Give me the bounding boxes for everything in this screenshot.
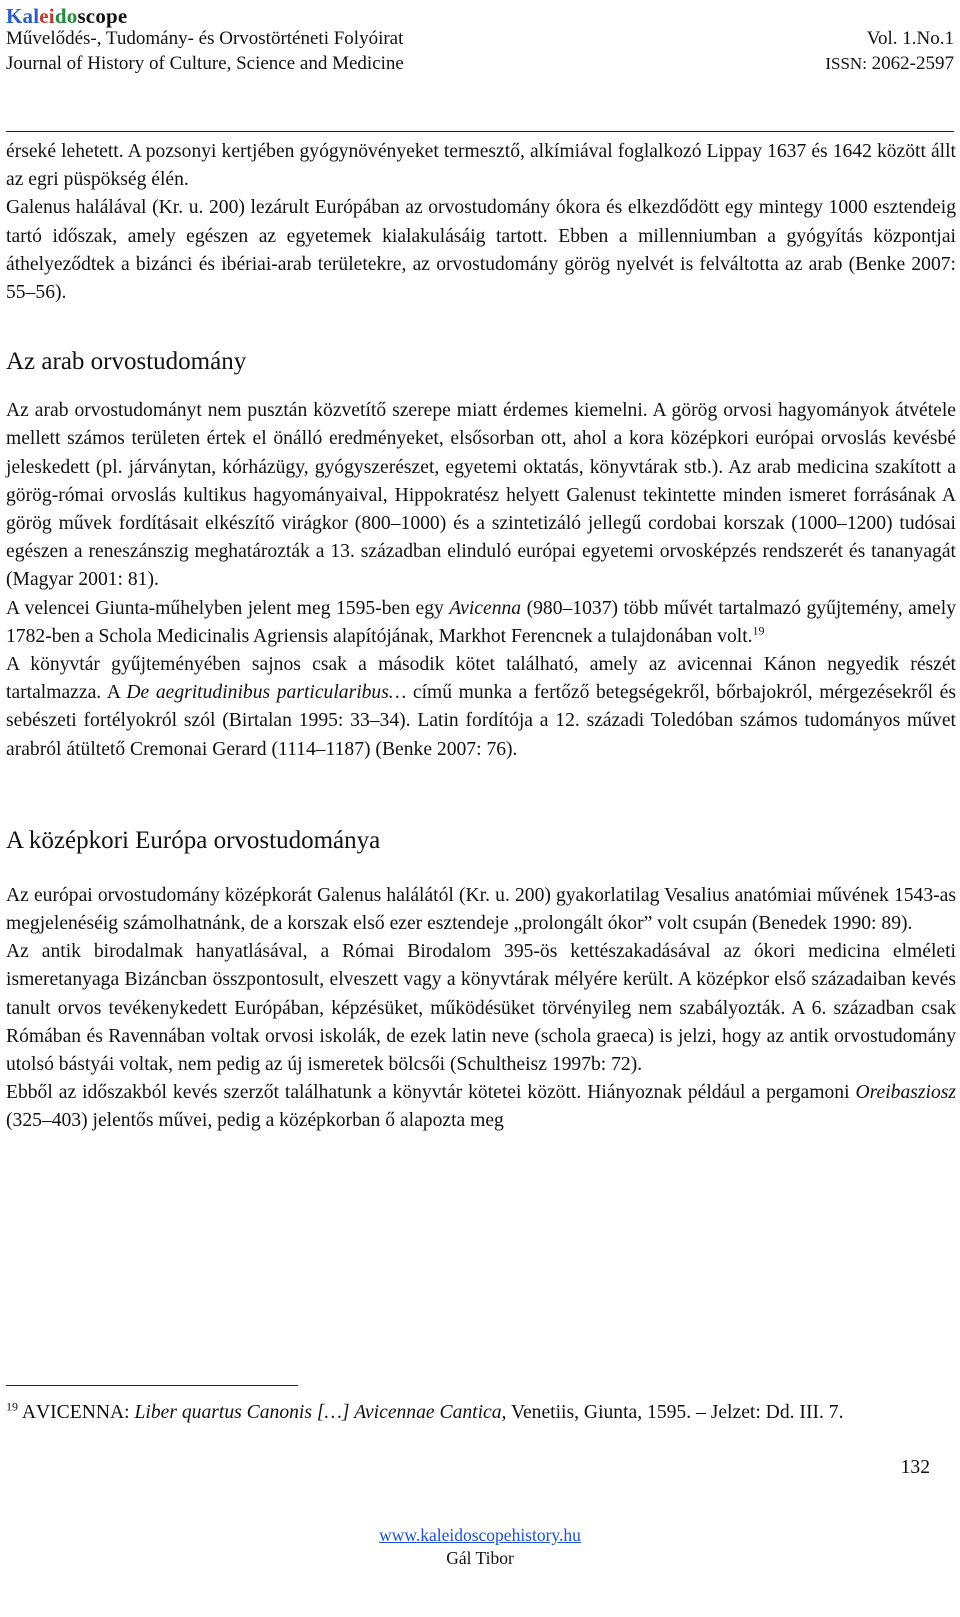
- footnote-divider: [6, 1385, 298, 1386]
- header-line-1: [6, 28, 954, 50]
- journal-website-link[interactable]: www.kaleidoscopehistory.hu: [379, 1525, 581, 1545]
- footnote-author-initial: A: [21, 1402, 36, 1423]
- footnote-title: Liber quartus Canonis […] Avicennae Cantica,: [134, 1402, 507, 1423]
- paragraph-8-text-a: Ebből az időszakból kevés szerzőt találhatunk a könyvtár kötetei között. Hiányoznak például a pergamoni: [6, 1082, 856, 1104]
- paragraph-5-italic: De aegritudinibus particularibus…: [126, 682, 407, 704]
- issn: [825, 53, 954, 75]
- header-divider: [6, 131, 954, 132]
- paragraph-8-italic: Oreibasziosz: [855, 1082, 956, 1104]
- footnote-colon: :: [124, 1402, 130, 1423]
- footnote-ref-19[interactable]: 19: [752, 623, 765, 638]
- issn-label: ISSN:: [825, 54, 867, 73]
- paragraph-2: Galenus halálával (Kr. u. 200) lezárult Európában az orvostudomány ókora és elkezdődött egy mintegy 1000 esztendeig tartó időszak, amely egészen az egyetemek kialakulásáig tartott. Ebben a millenniumban a gyógyítás központjai áthelyeződtek a bizánci és ibériai-arab területekre, az orvostudomány görög nyelvét is felváltotta az arab (Benke 2007: 55–56).: [6, 197, 956, 304]
- paragraph-3: Az arab orvostudományt nem pusztán közvetítő szerepe miatt érdemes kiemelni. A görög orvosi hagyományok átvétele mellett számos területen értek el önálló eredményeket, elsősorban ott, ahol a kora középkori európai orvoslás kevésbé jeleskedett (pl. járványtan, kórházügy, gyógyszerészet, egyetemi oktatás, könyvtárak stb.). Az arab medicina szakított a görög-római orvoslás kultikus hagyományaival, Hippokratész helyett Galenust tekintette minden ismeret forrásának A görög művek fordításait elkészítő virágkor (800–1000) és a szintetizáló jellegű cordobai korszak (1000–1200) tudósai egészen a reneszánszig meghatározták a 13. században elinduló európai egyetemi orvosképzés rendszerét és tananyagát (Magyar 2001: 81).: [6, 400, 956, 591]
- paragraph-4-text-a: A velencei Giunta-műhelyben jelent meg 1595-ben egy: [6, 597, 450, 619]
- paragraph-4-text-b: (980–1037) több művét tartalmazó gyűjtemény, amely 1782-ben a Schola Medicinalis Agriensis alapítójának, Markhot Ferencnek a tulajdonában volt.: [6, 597, 956, 647]
- logo-part-4: scope: [77, 4, 128, 28]
- paragraph-8-text-b: (325–403) jelentős művei, pedig a középkorban ő alapozta meg: [6, 1110, 504, 1132]
- paragraph-4-italic: Avicenna: [449, 597, 522, 619]
- footnote-rest: Venetiis, Giunta, 1595. – Jelzet: Dd. III. 7.: [511, 1402, 844, 1423]
- logo-part-1: Kal: [6, 4, 40, 28]
- footnote-author: [22, 1402, 124, 1423]
- paragraph-4: [6, 595, 956, 651]
- paragraph-5: [6, 651, 956, 764]
- paragraph-5-text-b: című munka a fertőző betegségekről, bőrbajokról, mérgezésekről és sebészeti fortélyokról szól (Birtalan 1995: 33–34). Latin fordítója a 12. századi Toledóban számos tudományos művet arabról átültető Cremonai Gerard (1114–1187) (Benke 2007: 76).: [6, 682, 956, 760]
- page-number: 132: [900, 1457, 930, 1478]
- paragraph-8: [6, 1079, 956, 1135]
- article-body: [6, 138, 956, 1136]
- paragraph-1: érseké lehetett. A pozsonyi kertjében gyógynövényeket termesztő, alkímiával foglalkozó Lippay 1637 és 1642 között állt az egri püspökség élén.: [6, 141, 956, 191]
- header-line-2: [6, 53, 954, 75]
- paragraph-7: Az antik birodalmak hanyatlásával, a Római Birodalom 395-ös kettészakadásával az ókori medicina elméleti ismeretanyaga Bizáncban összpontosult, elveszett vagy a könyvtárak mélyére került. A középkor első századaiban kevés tanult orvos tevékenykedett Európában, képzésüket, működésüket törvényileg nem szabályozták. A 6. században csak Rómában és Ravennában voltak orvosi iskolák, de ezek latin neve (schola graeca) is jelzi, hogy az antik orvostudomány utolsó bástyái voltak, nem pedig az új ismeretek bölcsői (Schultheisz 1997b: 72).: [6, 941, 956, 1076]
- issn-value: 2062-2597: [871, 53, 954, 74]
- paragraph-5-text-a: A könyvtár gyűjteményében sajnos csak a második kötet található, amely az avicennai Kánon negyedik részét tartalmazza. A: [6, 654, 956, 704]
- journal-logo: [6, 4, 127, 29]
- footer-link-line: [0, 1525, 960, 1546]
- footnote-number: 19: [6, 1399, 18, 1414]
- journal-subtitle-hu: Művelődés-, Tudomány- és Orvostörténeti Folyóirat: [6, 28, 404, 49]
- section-heading-medieval-europe: A középkori Európa orvostudománya: [6, 826, 381, 854]
- footnote-author-rest: VICENNA: [35, 1402, 125, 1423]
- volume-label: Vol. 1.No.1: [866, 28, 954, 49]
- section-heading-arab-medicine: Az arab orvostudomány: [6, 348, 247, 376]
- footnote-19: [6, 1398, 886, 1427]
- paragraph-6: Az európai orvostudomány középkorát Galenus halálától (Kr. u. 200) gyakorlatilag Vesalius anatómiai művének 1543-as megjelenéséig számolhatnánk, de a korszak első ezer esztendeje „prolongált ókor” volt csupán (Benedek 1990: 89).: [6, 884, 956, 935]
- footer-author: Gál Tibor: [446, 1548, 514, 1568]
- journal-header: [0, 0, 960, 130]
- logo-part-2: ei: [39, 4, 55, 28]
- logo-part-3: do: [54, 4, 78, 28]
- journal-subtitle-en: Journal of History of Culture, Science and Medicine: [6, 53, 404, 74]
